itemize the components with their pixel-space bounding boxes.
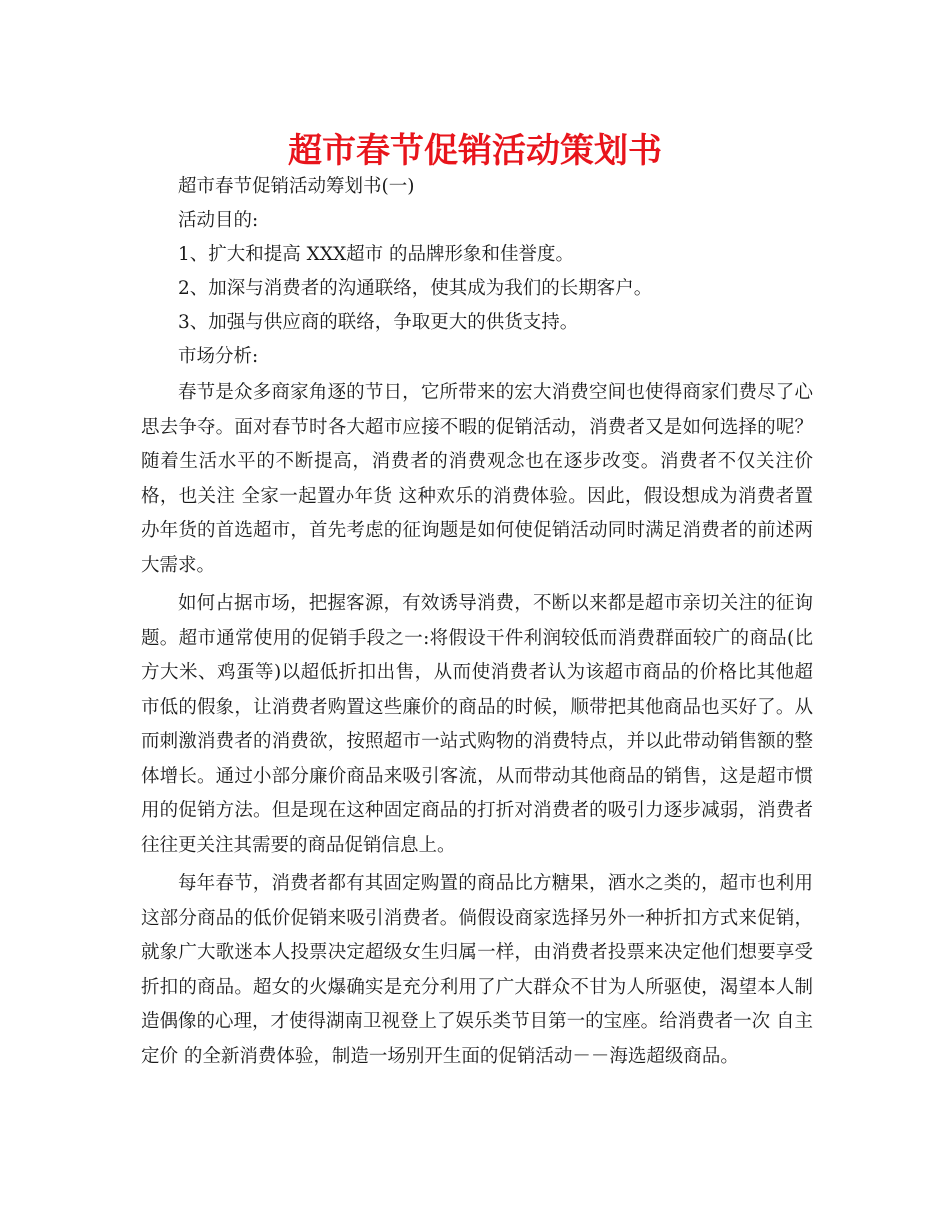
document-title: 超市春节促销活动策划书 [288, 131, 662, 171]
purpose-item-3: 3、加强与供应商的联络，争取更大的供货支持。 [178, 312, 579, 333]
paragraph-2: 如何占据市场，把握客源，有效诱导消费，不断以来都是超市亲切关注的征询题。超市通常使用的促销手段之一:将假设干件利润较低而消费群面较广的商品(比方大米、鸡蛋等)以超低折扣出售，从而使消费者认为该超市商品的价格比其他超市低的假象，让消费者购置这些廉价的商品的时候，顺带把其他商品也买好了。从而刺激消费者的消费欲，按照超市一站式购物的消费特点，并以此带动销售额的整体增长。通过小部分廉价商品来吸引客流，从而带动其他商品的销售，这是超市惯用的促销方法。但是现在这种固定商品的打折对消费者的吸引力逐步减弱，消费者往往更关注其需要的商品促销信息上。 [141, 593, 813, 856]
document-body [141, 170, 813, 1074]
purpose-item-1: 1、扩大和提高 XXX超市 的品牌形象和佳誉度。 [178, 244, 575, 265]
paragraph-1: 春节是众多商家角逐的节日，它所带来的宏大消费空间也使得商家们费尽了心思去争夺。面对春节时各大超市应接不暇的促销活动，消费者又是如何选择的呢？随着生活水平的不断提高，消费者的消费观念也在逐步改变。消费者不仅关注价格，也关注 全家一起置办年货 这种欢乐的消费体验。因此，假设想成为消费者置办年货的首选超市，首先考虑的征询题是如何使促销活动同时满足消费者的前述两大需求。 [141, 382, 813, 576]
purpose-item-2: 2、加深与消费者的沟通联络，使其成为我们的长期客户。 [178, 278, 653, 299]
document-subtitle: 超市春节促销活动筹划书(一) [178, 176, 415, 197]
purpose-heading: 活动目的: [178, 210, 259, 231]
paragraph-3: 每年春节，消费者都有其固定购置的商品比方糖果，酒水之类的，超市也利用这部分商品的低价促销来吸引消费者。倘假设商家选择另外一种折扣方式来促销，就象广大歌迷本人投票决定超级女生归属一样，由消费者投票来决定他们想要享受折扣的商品。超女的火爆确实是充分利用了广大群众不甘为人所驱使，渴望本人制造偶像的心理，才使得湖南卫视登上了娱乐类节目第一的宝座。给消费者一次 自主定价 的全新消费体验，制造一场别开生面的促销活动－－海选超级商品。 [141, 873, 813, 1067]
market-analysis-heading: 市场分析: [178, 346, 259, 367]
